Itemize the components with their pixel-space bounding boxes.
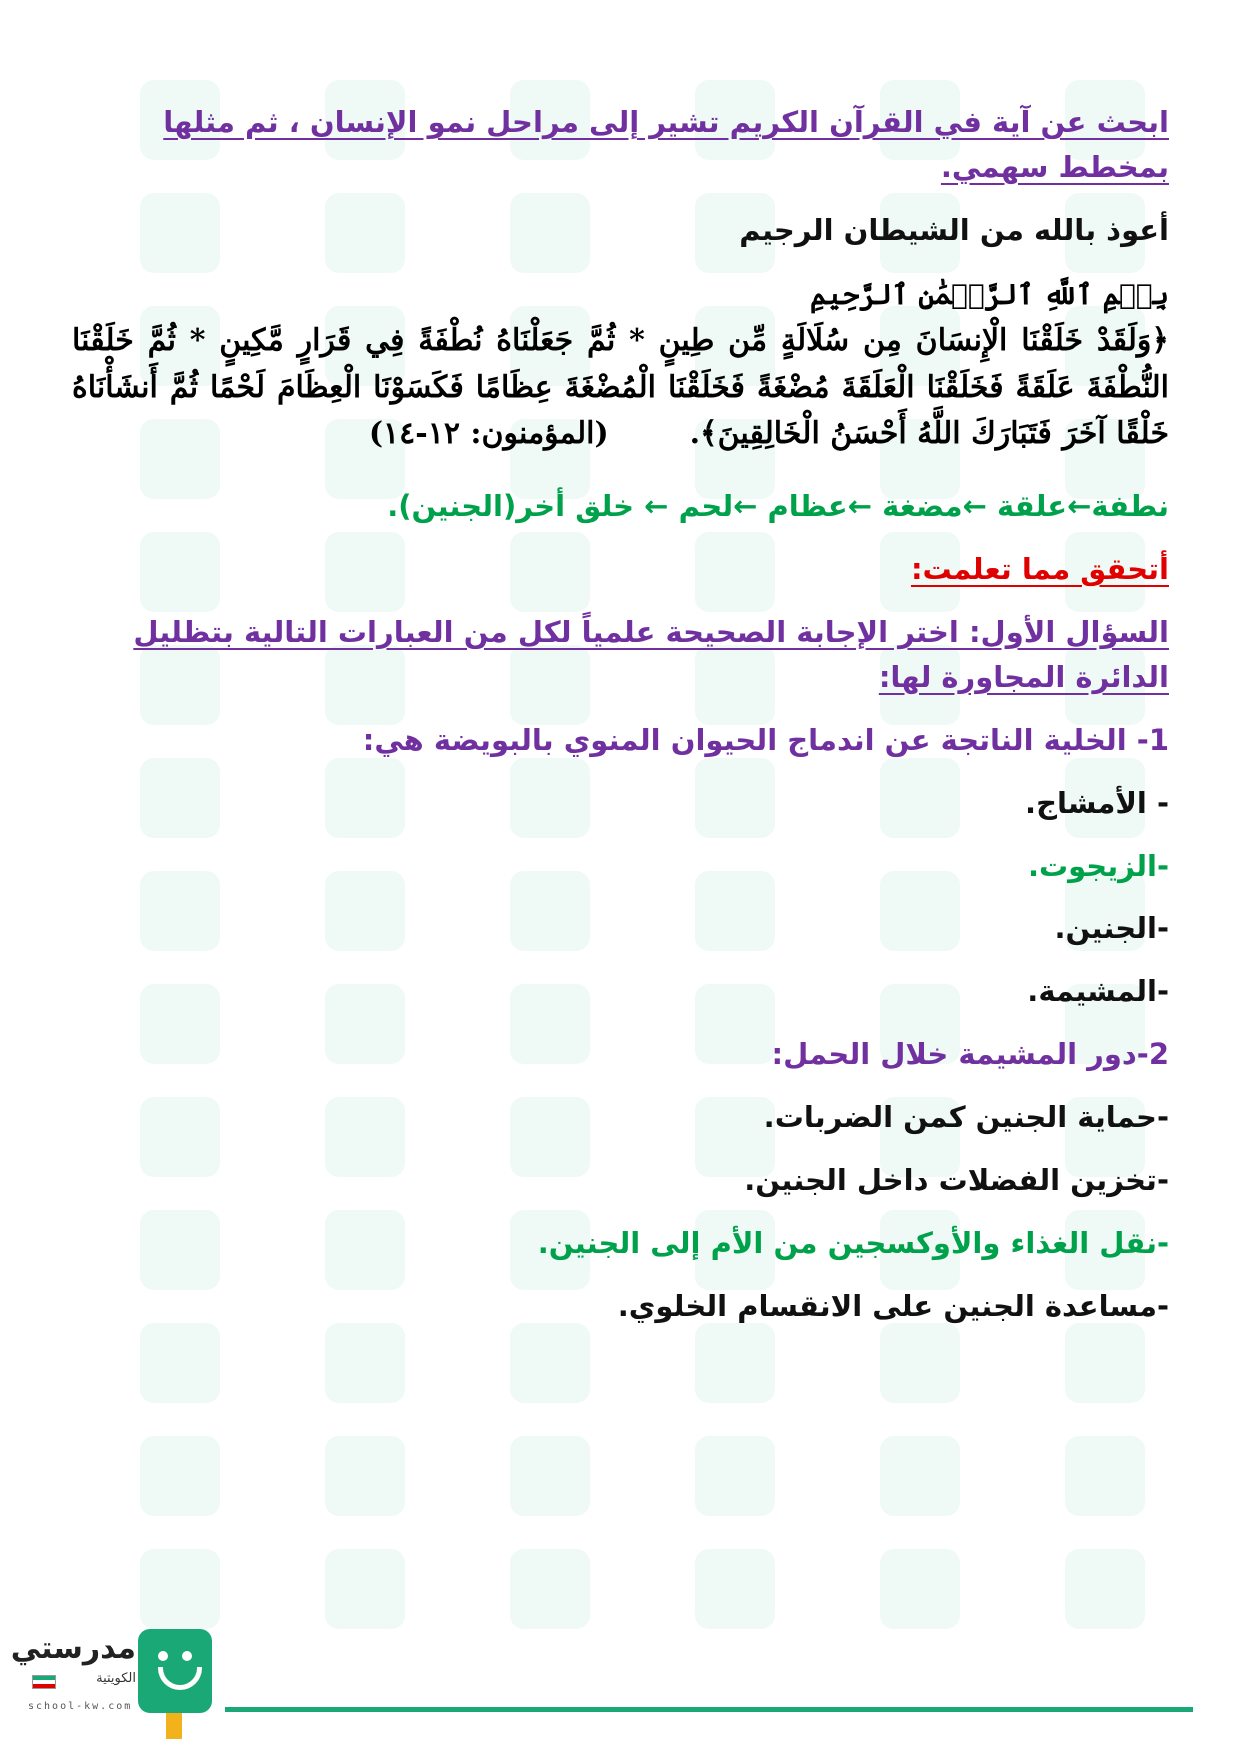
watermark-logo-icon (215, 1436, 405, 1526)
verse-text: ﴿وَلَقَدْ خَلَقْنَا الْإِنسَانَ مِن سُلَالَةٍ مِّن طِينٍ * ثُمَّ جَعَلْنَاهُ نُطْفَةً فِي قَرَارٍ مَّكِينٍ * ثُمَّ خَلَقْنَا النُّطْفَةَ عَلَقَةً فَخَلَقْنَا الْعَلَقَةَ مُضْغَةً فَخَلَقْنَا الْمُضْغَةَ عِظَامًا فَكَسَوْنَا الْعِظَامَ لَحْمًا ثُمَّ أَنشَأْنَاهُ خَلْقًا آخَرَ فَتَبَارَكَ اللَّهُ أَحْسَنُ الْخَالِقِينَ﴾. (72, 323, 1169, 452)
watermark-logo-icon (585, 1323, 775, 1413)
watermark-logo-icon (585, 1549, 775, 1639)
watermark-logo-icon (400, 1323, 590, 1413)
watermark-logo-icon (30, 1436, 220, 1526)
question-1-text: 1- الخلية الناتجة عن اندماج الحيوان المنوي بالبويضة هي: (362, 722, 1169, 757)
question-2-option-1[interactable]: -حماية الجنين كمن الضربات. (763, 1100, 1169, 1135)
brand-logo (10, 1625, 219, 1740)
worksheet-content (72, 100, 1169, 1329)
watermark-logo-icon (215, 1323, 405, 1413)
question-1 (72, 718, 1169, 1015)
watermark-logo-icon (955, 1549, 1145, 1639)
basmala: بِسۡمِ ٱللَّهِ ٱلرَّحۡمَٰنِ ٱلرَّحِيمِ (810, 277, 1169, 311)
logo-url: school-kw.com (28, 1701, 133, 1712)
watermark-logo-icon (770, 1323, 960, 1413)
question-2 (72, 1032, 1169, 1329)
verse-block (72, 318, 1169, 458)
question-1-option-2[interactable]: -الزيجوت. (1027, 848, 1169, 883)
task-heading: ابحث عن آية في القرآن الكريم تشير إلى مراحل نمو الإنسان ، ثم مثلها بمخطط سهمي. (163, 105, 1169, 184)
question-1-option-1[interactable]: - الأمشاج. (1025, 785, 1169, 820)
logo-name: مدرستي (10, 1631, 136, 1666)
question-1-option-4[interactable]: -المشيمة. (1027, 974, 1169, 1009)
question-1-option-3[interactable]: -الجنين. (1054, 911, 1169, 946)
question-2-option-3[interactable]: -نقل الغذاء والأوكسجين من الأم إلى الجنين. (537, 1226, 1169, 1261)
question-2-option-4[interactable]: -مساعدة الجنين على الانقسام الخلوي. (617, 1289, 1169, 1324)
watermark-logo-icon (770, 1549, 960, 1639)
watermark-logo-icon (585, 1436, 775, 1526)
watermark-logo-icon (400, 1436, 590, 1526)
footer-divider (225, 1707, 1193, 1712)
istiadha: أعوذ بالله من الشيطان الرجيم (739, 212, 1169, 247)
question-2-text: 2-دور المشيمة خلال الحمل: (771, 1037, 1169, 1072)
verse-reference: (المؤمنون: ١٢-١٤) (368, 416, 609, 452)
logo-subtitle: الكويتية (96, 1671, 136, 1686)
watermark-logo-icon (770, 1436, 960, 1526)
arrow-diagram: نطفة←علقة ←مضغة ←عظام ←لحم ← خلق أخر(الجنين). (387, 488, 1169, 523)
watermark-logo-icon (30, 1323, 220, 1413)
watermark-logo-icon (215, 1549, 405, 1639)
smile-book-icon (138, 1629, 212, 1713)
watermark-logo-icon (400, 1549, 590, 1639)
watermark-logo-icon (955, 1436, 1145, 1526)
check-heading: أتحقق مما تعلمت: (910, 551, 1169, 586)
watermark-logo-icon (955, 1323, 1145, 1413)
question-one-heading: السؤال الأول: اختر الإجابة الصحيحة علمياً لكل من العبارات التالية بتظليل الدائرة المجاورة لها: (133, 614, 1169, 694)
question-2-option-2[interactable]: -تخزين الفضلات داخل الجنين. (744, 1163, 1169, 1198)
